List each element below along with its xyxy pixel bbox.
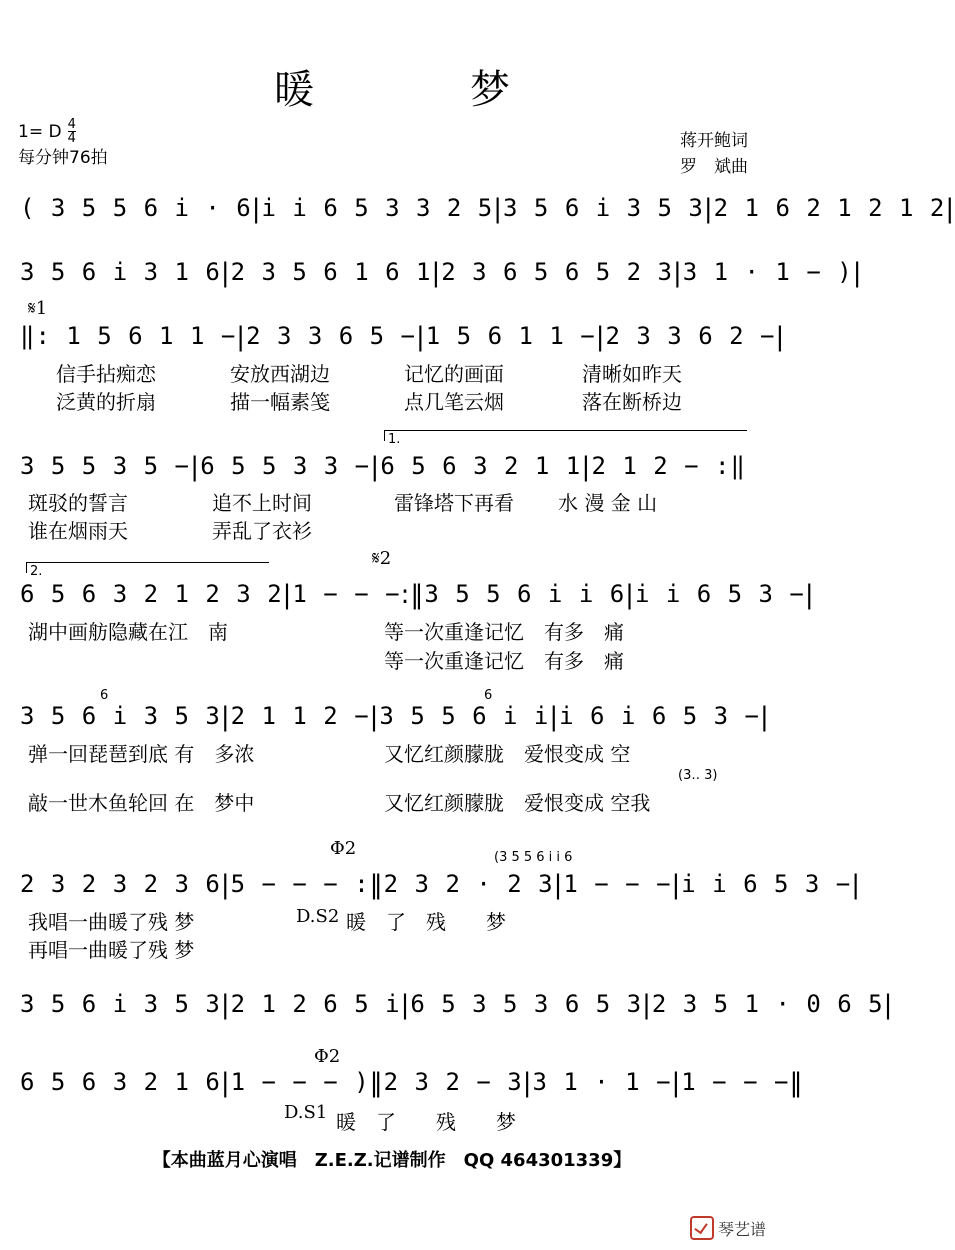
measure: 3 5 6 i 3 5 3 [20, 990, 221, 1018]
measure: 2 1 2 6 5 i [230, 990, 401, 1018]
lyric: 弄乱了衣衫 [212, 519, 312, 543]
measure: 3 5 5 3 5 − [20, 452, 190, 480]
dal-segno-2: D.S2 [296, 906, 340, 927]
barline: ‖ [369, 870, 384, 900]
barline: | [804, 580, 815, 610]
lyric: 雷锋塔下再看 [394, 491, 514, 515]
volta-number: 2. [30, 564, 43, 579]
barline: | [493, 194, 504, 224]
segno-sign: 𝄋1 [28, 298, 48, 319]
barline: | [220, 702, 231, 732]
barline: | [642, 990, 652, 1020]
barline: | [549, 702, 560, 732]
barline: | [220, 1068, 231, 1098]
barline: | [236, 322, 247, 352]
grace-annotation: (3‥ 3) [678, 768, 718, 783]
logo-text: 琴艺谱 [717, 1219, 766, 1239]
barline: ‖ [789, 1068, 804, 1098]
measure: 3 1 · 1 − ) [682, 258, 853, 286]
measure: 1 − − − [681, 1068, 790, 1096]
barline: | [400, 990, 411, 1020]
measure: 1 5 6 1 1 − [425, 322, 596, 350]
measure: 6 5 6 3 2 1 1 [380, 452, 582, 480]
measure: 3 1 · 1 − [532, 1068, 672, 1096]
barline: | [625, 580, 635, 610]
measure: 3 5 5 6 i i [379, 702, 550, 730]
measure: 2 3 6 5 6 5 2 3 [441, 258, 673, 286]
lyricist-credit: 蒋开鲍词 [680, 131, 748, 151]
tempo-marking: 每分钟76拍 [18, 148, 108, 168]
lyric: 又忆红颜朦胧 爱恨变成 空 [384, 742, 631, 766]
measure: 6 5 6 3 2 1 2 3 2 [20, 580, 283, 608]
credits-footer: 【本曲蓝月心演唱 Z.E.Z.记谱制作 QQ 464301339】 [152, 1150, 632, 1171]
lyric: 我唱一曲暖了残 梦 [28, 910, 195, 934]
notation-line [20, 580, 815, 610]
measure: 5 − − − : [230, 870, 370, 898]
barline: | [703, 194, 714, 224]
measure: 2 3 2 − 3 [383, 1068, 523, 1096]
notation-line [20, 702, 770, 732]
barline: | [672, 258, 683, 288]
measure: 2 1 2 − :‖ [591, 452, 746, 480]
grace-note-mark: 6 [484, 688, 493, 703]
barline: | [581, 452, 592, 482]
measure: 3 5 6 i 3 1 6 [20, 258, 221, 286]
lyric: 等一次重逢记忆 有多 痛 [384, 649, 624, 673]
barline: | [852, 258, 863, 288]
lyric: 记忆的画面 [404, 362, 504, 386]
measure: 3 5 6 i 3 5 3 [20, 702, 221, 730]
lyric: 泛黄的折扇 [56, 390, 156, 414]
volta-number: 1. [388, 432, 401, 447]
measure: ‖: 1 5 6 1 1 − [20, 322, 237, 350]
lyric: 水 漫 金 山 [558, 491, 658, 515]
lyric: 再唱一曲暖了残 梦 [28, 938, 195, 962]
barline: ‖ [369, 1068, 384, 1098]
barline: | [190, 452, 200, 482]
measure: 1 − − − ) [230, 1068, 370, 1096]
lyric: 暖 了 残 梦 [346, 910, 506, 934]
barline: | [251, 194, 262, 224]
volta-bracket [26, 562, 269, 573]
measure: 1 − − − [292, 580, 401, 608]
notation-line [20, 990, 894, 1020]
barline: | [431, 258, 442, 288]
coda-sign: Φ2 [314, 1046, 341, 1067]
lyric: 追不上时间 [212, 491, 312, 515]
coda-sign: Φ2 [330, 838, 357, 859]
lyric: 安放西湖边 [230, 362, 330, 386]
lyric: 点几笔云烟 [404, 390, 504, 414]
page-title: 暖 梦 [274, 67, 568, 113]
barline: | [369, 702, 380, 732]
volta-bracket [384, 430, 747, 441]
measure: 3 5 5 6 i i 6 [424, 580, 626, 608]
notation-line [20, 1068, 804, 1098]
measure: 6 5 3 5 3 6 5 3 [410, 990, 643, 1018]
measure: 2 3 3 6 2 − [605, 322, 776, 350]
notation-line [20, 870, 862, 900]
notation-line [20, 322, 786, 352]
barline: | [671, 870, 682, 900]
measure: 2 3 3 6 5 − [246, 322, 417, 350]
measure: 2 1 6 2 1 2 1 2 [713, 194, 946, 222]
barline: | [220, 870, 231, 900]
measure: 3 5 6 i 3 5 3 [503, 194, 704, 222]
barline: | [671, 1068, 682, 1098]
measure: 2 3 5 6 1 6 1 [230, 258, 432, 286]
barline: | [522, 1068, 533, 1098]
lyric: 等一次重逢记忆 有多 痛 [384, 620, 624, 644]
barline: | [370, 452, 381, 482]
barline: | [220, 990, 231, 1020]
measure: 2 3 2 3 2 3 6 [20, 870, 221, 898]
barline: | [945, 194, 955, 224]
lyric: 信手拈痴恋 [56, 362, 156, 386]
lyric: 斑驳的誓言 [28, 491, 128, 515]
barline: | [851, 870, 862, 900]
lyric: 描一幅素笺 [230, 390, 330, 414]
measure: i i 6 5 3 − [681, 870, 852, 898]
barline: | [220, 258, 231, 288]
segno-sign: 𝄋2 [372, 548, 392, 569]
barline: | [759, 702, 770, 732]
score-header-right [680, 128, 748, 180]
composer-credit: 罗 斌曲 [680, 157, 748, 177]
lyric: 清晰如昨天 [582, 362, 682, 386]
lyric: 敲一世木鱼轮回 在 梦中 [28, 791, 255, 815]
barline: | [416, 322, 426, 352]
site-logo [690, 1216, 766, 1240]
grace-note-mark: 6 [100, 688, 109, 703]
lyric: 湖中画舫隐藏在江 南 [28, 620, 228, 644]
notation-line [20, 452, 746, 482]
measure: i 6 i 6 5 3 − [559, 702, 760, 730]
measure: 6 5 5 3 3 − [200, 452, 371, 480]
measure: i i 6 5 3 3 2 5 [261, 194, 494, 222]
measure: 2 3 2 · 2 3 [383, 870, 554, 898]
key-signature: 1= D [18, 121, 62, 142]
barline: | [595, 322, 606, 352]
barline: :‖ [400, 580, 425, 610]
grace-annotation: (3 5 5 6 i i 6 [494, 850, 573, 865]
lyric: 又忆红颜朦胧 爱恨变成 空我 [384, 791, 651, 815]
lyric: 落在断桥边 [582, 390, 682, 414]
lyric: 暖 了 残 梦 [336, 1110, 516, 1134]
barline: | [775, 322, 786, 352]
measure: 1 − − − [563, 870, 672, 898]
logo-icon [690, 1216, 714, 1240]
barline: | [883, 990, 894, 1020]
measure: 2 3 5 1 · 0 6 5 [651, 990, 884, 1018]
score-header-left [18, 118, 108, 171]
measure: 2 1 1 2 − [230, 702, 370, 730]
barline: | [282, 580, 293, 610]
measure: 6 5 6 3 2 1 6 [20, 1068, 221, 1096]
lyric: 谁在烟雨天 [28, 519, 128, 543]
lyric: 弹一回琵琶到底 有 多浓 [28, 742, 255, 766]
notation-line [20, 194, 955, 224]
measure: ( 3 5 5 6 i · 6 [20, 194, 252, 222]
dal-segno-1: D.S1 [284, 1102, 328, 1123]
notation-line [20, 258, 863, 288]
time-signature: 4 4 [67, 117, 76, 146]
barline: | [553, 870, 564, 900]
measure: i i 6 5 3 − [634, 580, 805, 608]
